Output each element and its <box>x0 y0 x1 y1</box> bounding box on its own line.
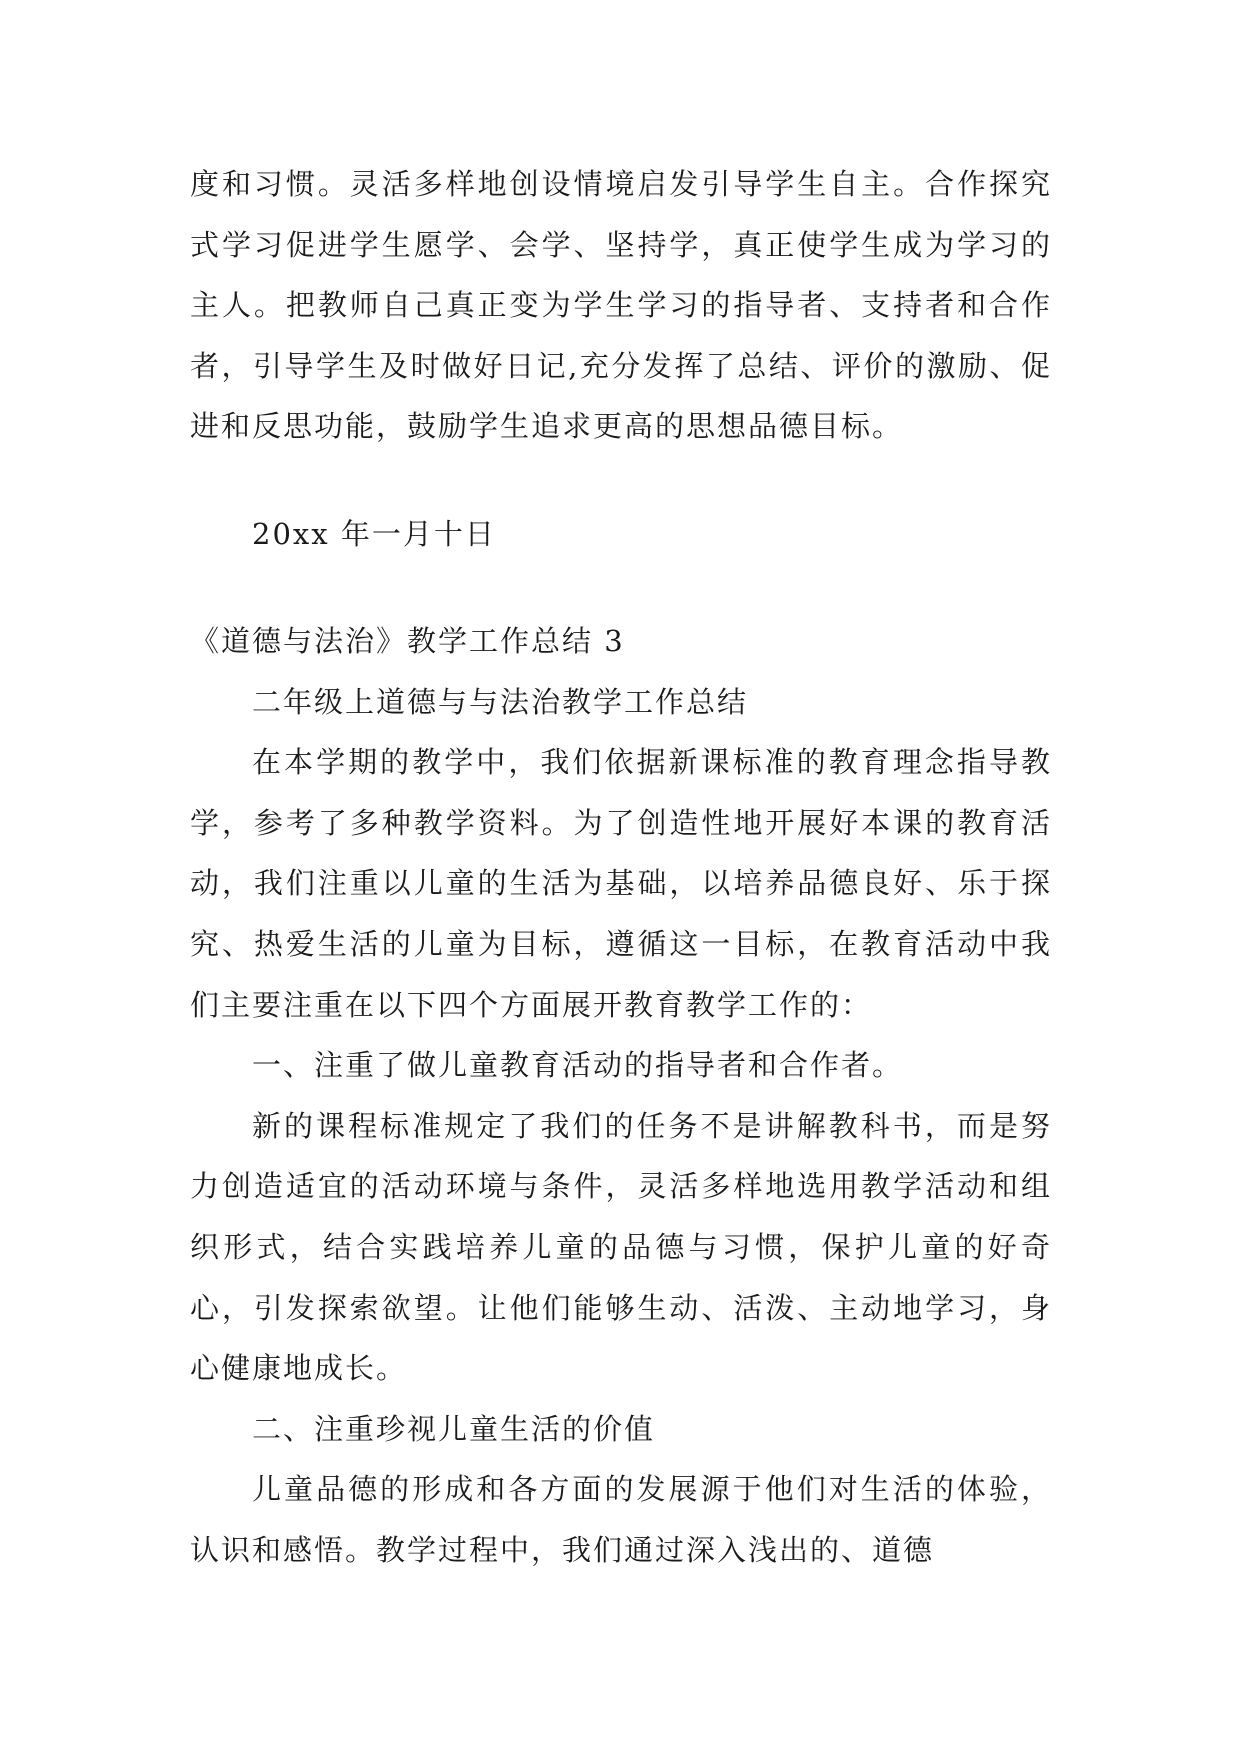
summary-section <box>190 611 1052 1581</box>
paragraph-point-one: 新的课程标准规定了我们的任务不是讲解教科书，而是努力创造适宜的活动环境与条件，灵活多样地选用教学活动和组织形式，结合实践培养儿童的品德与习惯，保护儿童的好奇心，引发探索欲望。让他们能够生动、活泼、主动地学习，身心健康地成长。 <box>190 1108 1052 1386</box>
heading-point-two: 二、注重珍视儿童生活的价值 <box>252 1411 656 1446</box>
continuation-section <box>190 154 1052 457</box>
subtitle: 二年级上道德与与法治教学工作总结 <box>252 684 749 719</box>
section-title: 《道德与法治》教学工作总结 3 <box>190 624 625 658</box>
paragraph-point-two: 儿童品德的形成和各方面的发展源于他们对生活的体验，认识和感悟。教学过程中，我们通过深入浅出的、道德 <box>190 1472 1052 1567</box>
paragraph-intro: 在本学期的教学中，我们依据新课标准的教育理念指导教学，参考了多种教学资料。为了创造性地开展好本课的教育活动，我们注重以儿童的生活为基础，以培养品德良好、乐于探究、热爱生活的儿童为目标，遵循这一目标，在教育活动中我们主要注重在以下四个方面展开教育教学工作的： <box>190 745 1052 1022</box>
heading-point-one: 一、注重了做儿童教育活动的指导者和合作者。 <box>252 1048 904 1083</box>
date-line: 20xx 年一月十日 <box>252 517 496 551</box>
continuation-paragraph: 度和习惯。灵活多样地创设情境启发引导学生自主。合作探究式学习促进学生愿学、会学、坚持学，真正使学生成为学习的主人。把教师自己真正变为学生学习的指导者、支持者和合作者，引导学生及时做好日记,充分发挥了总结、评价的激励、促进和反思功能，鼓励学生追求更高的思想品德目标。 <box>190 167 1052 444</box>
